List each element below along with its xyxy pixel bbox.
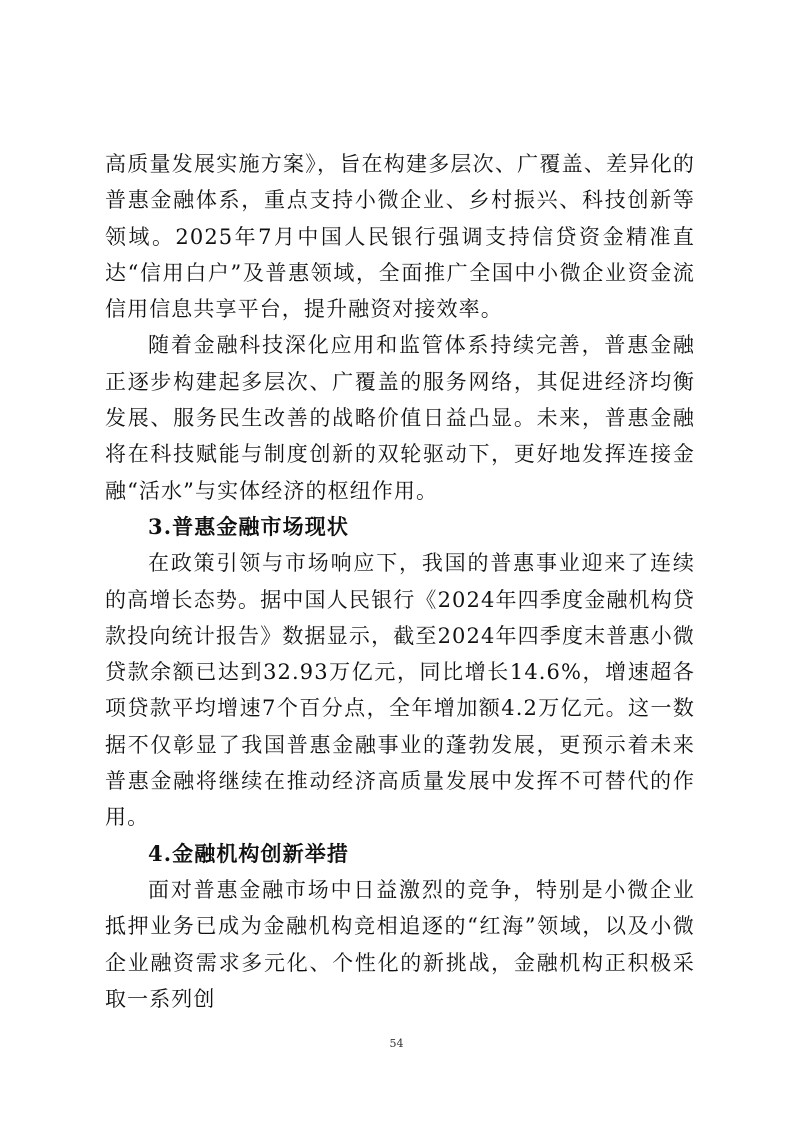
paragraph-competition: 面对普惠金融市场中日益激烈的竞争，特别是小微企业抵押业务已成为金融机构竞相追逐的“红海”领域，以及小微企业融资需求多元化、个性化的新挑战，金融机构正积极采取一系列创 (105, 877, 695, 1011)
paragraph-fintech-outlook: 随着金融科技深化应用和监管体系持续完善，普惠金融正逐步构建起多层次、广覆盖的服务网络，其促进经济均衡发展、服务民生改善的战略价值日益凸显。未来，普惠金融将在科技赋能与制度创新的双轮驱动下，更好地发挥连接金融“活水”与实体经济的枢纽作用。 (105, 333, 695, 503)
page-body (105, 146, 695, 1017)
section-heading-innovation: 4.金融机构创新举措 (148, 840, 349, 866)
paragraph-market-data: 在政策引领与市场响应下，我国的普惠事业迎来了连续的高增长态势。据中国人民银行《2024年四季度金融机构贷款投向统计报告》数据显示，截至2024年四季度末普惠小微贷款余额已达到32.93万亿元，同比增长14.6%，增速超各项贷款平均增速7个百分点，全年增加额4.2万亿元。这一数据不仅彰显了我国普惠金融事业的蓬勃发展，更预示着未来普惠金融将继续在推动经济高质量发展中发挥不可替代的作用。 (105, 551, 695, 830)
page-number: 54 (389, 1037, 404, 1050)
section-heading-market-status: 3.普惠金融市场现状 (148, 513, 349, 539)
paragraph-policy-goals: 高质量发展实施方案》，旨在构建多层次、广覆盖、差异化的普惠金融体系，重点支持小微企业、乡村振兴、科技创新等领域。2025年7月中国人民银行强调支持信贷资金精准直达“信用白户”及普惠领域，全面推广全国中小微企业资金流信用信息共享平台，提升融资对接效率。 (105, 152, 695, 322)
